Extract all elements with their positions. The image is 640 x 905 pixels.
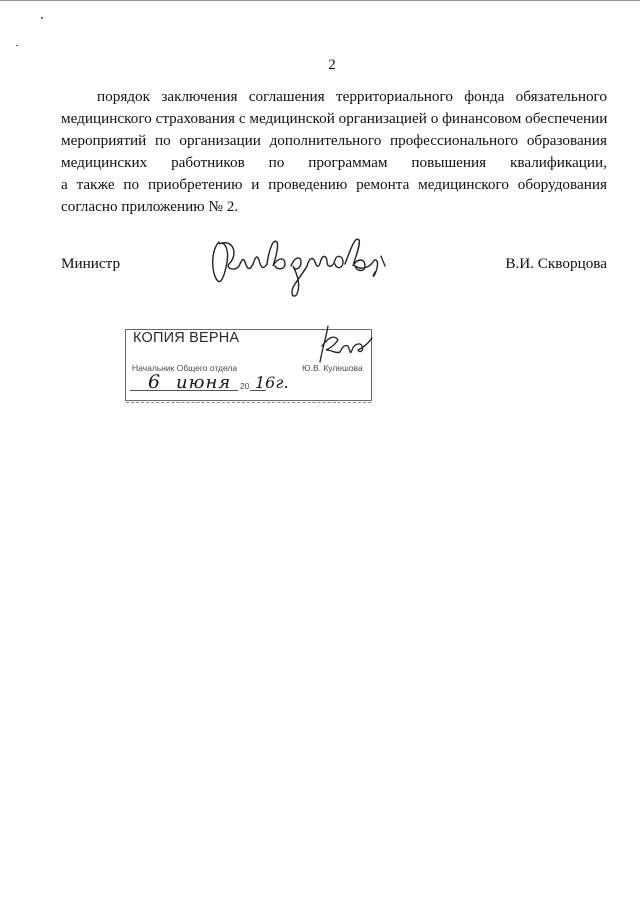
body-line-4: медицинских работников по программам повышения квалификации, <box>61 154 607 171</box>
stamp-date-underline <box>130 390 238 391</box>
stamp-date-day: 6 <box>148 371 161 393</box>
stamp-date-month: июня <box>176 372 232 393</box>
scan-speck <box>41 17 43 19</box>
minister-handwritten-signature <box>205 228 395 303</box>
scan-edge-line <box>0 0 640 1</box>
stamp-handwritten-signature <box>314 320 376 370</box>
body-paragraph <box>61 86 607 218</box>
stamp-official-name: Ю.В. Кулешова <box>302 363 363 373</box>
signatory-title: Министр <box>61 255 121 272</box>
certified-copy-stamp <box>125 329 372 401</box>
stamp-bottom-border <box>126 402 371 403</box>
page-number: 2 <box>328 57 336 73</box>
stamp-date-year: 16г. <box>255 373 289 392</box>
body-line-2: медицинского страхования с медицинской организацией о финансовом обеспечении <box>61 110 608 127</box>
stamp-title: КОПИЯ ВЕРНА <box>133 330 240 346</box>
body-line-5: а также по приобретению и проведению ремонта медицинского оборудования <box>61 176 607 193</box>
body-line-3: мероприятий по организации дополнительного профессионального образования <box>61 132 607 149</box>
scan-speck <box>16 45 18 46</box>
stamp-year-underline <box>250 390 266 391</box>
stamp-official-position: Начальник Общего отдела <box>132 363 238 373</box>
stamp-year-prefix: 20 <box>240 381 250 391</box>
body-line-1: порядок заключения соглашения территориального фонда обязательного <box>97 88 607 105</box>
signatory-name: В.И. Скворцова <box>505 255 607 272</box>
body-line-6: согласно приложению № 2. <box>61 198 239 215</box>
